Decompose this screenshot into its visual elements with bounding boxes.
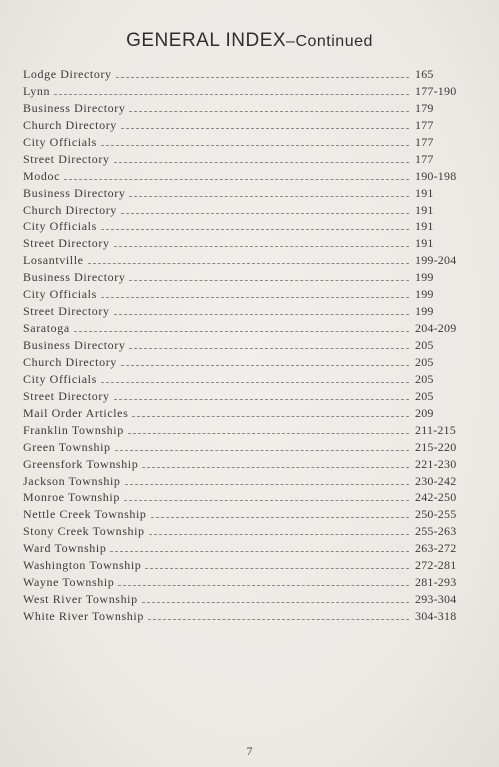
index-entry	[23, 236, 463, 253]
entry-name: Street Directory	[23, 151, 110, 166]
index-entry	[23, 304, 463, 321]
index-entry	[23, 219, 463, 236]
dot-leader	[128, 433, 409, 434]
index-entry	[23, 253, 463, 270]
page-number: 7	[246, 744, 253, 758]
index-entry	[23, 541, 463, 558]
entry-name: Green Township	[23, 439, 111, 454]
entry-page-number: 191	[415, 185, 434, 200]
entry-page-number: 179	[415, 100, 434, 115]
entry-name: City Officials	[23, 371, 97, 386]
entry-name: Nettle Creek Township	[23, 507, 147, 522]
dot-leader	[116, 77, 409, 78]
entry-name: Stony Creek Township	[23, 524, 145, 539]
index-entry	[23, 135, 463, 152]
index-entry	[23, 321, 463, 338]
index-entry	[23, 186, 463, 203]
index-entry	[23, 457, 463, 474]
entry-page-number: 177	[415, 151, 434, 166]
dot-leader	[151, 517, 409, 518]
entry-name: White River Township	[23, 609, 144, 623]
index-entry	[23, 406, 463, 423]
entry-page-number: 205	[415, 388, 434, 403]
entry-page-number: 165	[415, 67, 434, 81]
index-entry	[23, 355, 463, 372]
entry-name: Street Directory	[23, 304, 110, 319]
entry-name: Lynn	[23, 83, 51, 98]
entry-page-number: 177	[415, 117, 434, 132]
entry-page-number: 230-242	[415, 473, 457, 488]
entry-name: Jackson Township	[23, 473, 121, 488]
dot-leader	[101, 229, 409, 230]
entry-name: Church Directory	[23, 202, 117, 217]
entry-page-number: 199	[415, 304, 434, 319]
title-continued: –Continued	[286, 33, 373, 50]
entry-name: Street Directory	[23, 388, 110, 403]
dot-leader	[118, 585, 409, 586]
entry-name: Church Directory	[23, 354, 117, 369]
index-entry	[23, 203, 463, 220]
entry-name: Wayne Township	[23, 575, 115, 590]
dot-leader	[121, 365, 409, 366]
entry-page-number: 177	[415, 134, 434, 149]
entry-page-number: 281-293	[415, 575, 457, 590]
entry-name: Mail Order Articles	[23, 405, 129, 420]
dot-leader	[114, 246, 409, 247]
dot-leader	[129, 348, 409, 349]
entry-page-number: 205	[415, 371, 434, 386]
index-entry	[23, 490, 463, 507]
entry-name: Business Directory	[23, 270, 126, 285]
dot-leader	[124, 500, 409, 501]
entry-page-number: 263-272	[415, 541, 457, 556]
entry-page-number: 191	[415, 236, 434, 251]
entry-page-number: 215-220	[415, 439, 457, 454]
dot-leader	[114, 314, 409, 315]
entry-page-number: 272-281	[415, 558, 457, 573]
entry-page-number: 199-204	[415, 253, 457, 268]
index-entry	[23, 558, 463, 575]
entry-page-number: 250-255	[415, 507, 457, 522]
dot-leader	[142, 467, 409, 468]
entry-name: City Officials	[23, 134, 97, 149]
entry-page-number: 255-263	[415, 524, 457, 539]
dot-leader	[129, 280, 409, 281]
index-entry	[23, 152, 463, 169]
entry-name: Modoc	[23, 168, 60, 183]
dot-leader	[132, 416, 409, 417]
entry-page-number: 205	[415, 338, 434, 352]
dot-leader	[129, 196, 409, 197]
entry-page-number: 221-230	[415, 456, 457, 471]
index-entry	[23, 524, 463, 541]
entry-name: Church Directory	[23, 117, 117, 132]
entry-name: Business Directory	[23, 100, 126, 115]
entry-page-number: 205	[415, 354, 434, 369]
page-title	[0, 30, 499, 52]
index-entry	[23, 287, 463, 304]
entry-page-number: 209	[415, 405, 434, 420]
dot-leader	[115, 450, 409, 451]
index-list	[23, 67, 463, 626]
entry-page-number: 191	[415, 202, 434, 217]
entry-page-number: 190-198	[415, 168, 457, 183]
index-entry	[23, 84, 463, 101]
index-entry	[23, 118, 463, 135]
entry-page-number: 199	[415, 287, 434, 302]
entry-name: City Officials	[23, 219, 97, 234]
entry-name: Saratoga	[23, 321, 70, 336]
entry-page-number: 304-318	[415, 609, 457, 623]
dot-leader	[129, 111, 409, 112]
index-entry	[23, 169, 463, 186]
dot-leader	[110, 551, 409, 552]
entry-name: West River Township	[23, 592, 138, 607]
dot-leader	[54, 94, 409, 95]
index-entry	[23, 270, 463, 287]
entry-page-number: 199	[415, 270, 434, 285]
dot-leader	[101, 382, 409, 383]
dot-leader	[121, 128, 409, 129]
index-entry	[23, 389, 463, 406]
dot-leader	[101, 297, 409, 298]
dot-leader	[101, 145, 409, 146]
entry-name: City Officials	[23, 287, 97, 302]
entry-name: Ward Township	[23, 541, 107, 556]
entry-name: Business Directory	[23, 185, 126, 200]
entry-name: Lodge Directory	[23, 67, 112, 81]
index-entry	[23, 101, 463, 118]
entry-page-number: 177-190	[415, 83, 457, 98]
entry-name: Street Directory	[23, 236, 110, 251]
index-entry	[23, 440, 463, 457]
dot-leader	[142, 602, 409, 603]
index-entry	[23, 372, 463, 389]
entry-name: Business Directory	[23, 338, 126, 352]
entry-page-number: 293-304	[415, 592, 457, 607]
dot-leader	[121, 213, 409, 214]
dot-leader	[88, 263, 409, 264]
entry-name: Washington Township	[23, 558, 142, 573]
dot-leader	[114, 399, 409, 400]
entry-name: Monroe Township	[23, 490, 120, 505]
entry-name: Greensfork Township	[23, 456, 139, 471]
entry-page-number: 204-209	[415, 321, 457, 336]
dot-leader	[64, 179, 409, 180]
entry-page-number: 191	[415, 219, 434, 234]
entry-name: Losantville	[23, 253, 84, 268]
entry-page-number: 242-250	[415, 490, 457, 505]
index-entry	[23, 67, 463, 84]
index-entry	[23, 609, 463, 626]
index-entry	[23, 423, 463, 440]
dot-leader	[74, 331, 409, 332]
index-entry	[23, 338, 463, 355]
index-entry	[23, 474, 463, 491]
index-entry	[23, 507, 463, 524]
entry-name: Franklin Township	[23, 422, 124, 437]
index-entry	[23, 592, 463, 609]
dot-leader	[114, 162, 409, 163]
title-main: GENERAL INDEX	[126, 30, 287, 51]
dot-leader	[125, 484, 409, 485]
index-entry	[23, 575, 463, 592]
dot-leader	[149, 534, 409, 535]
entry-page-number: 211-215	[415, 422, 456, 437]
dot-leader	[148, 619, 409, 620]
dot-leader	[145, 568, 409, 569]
